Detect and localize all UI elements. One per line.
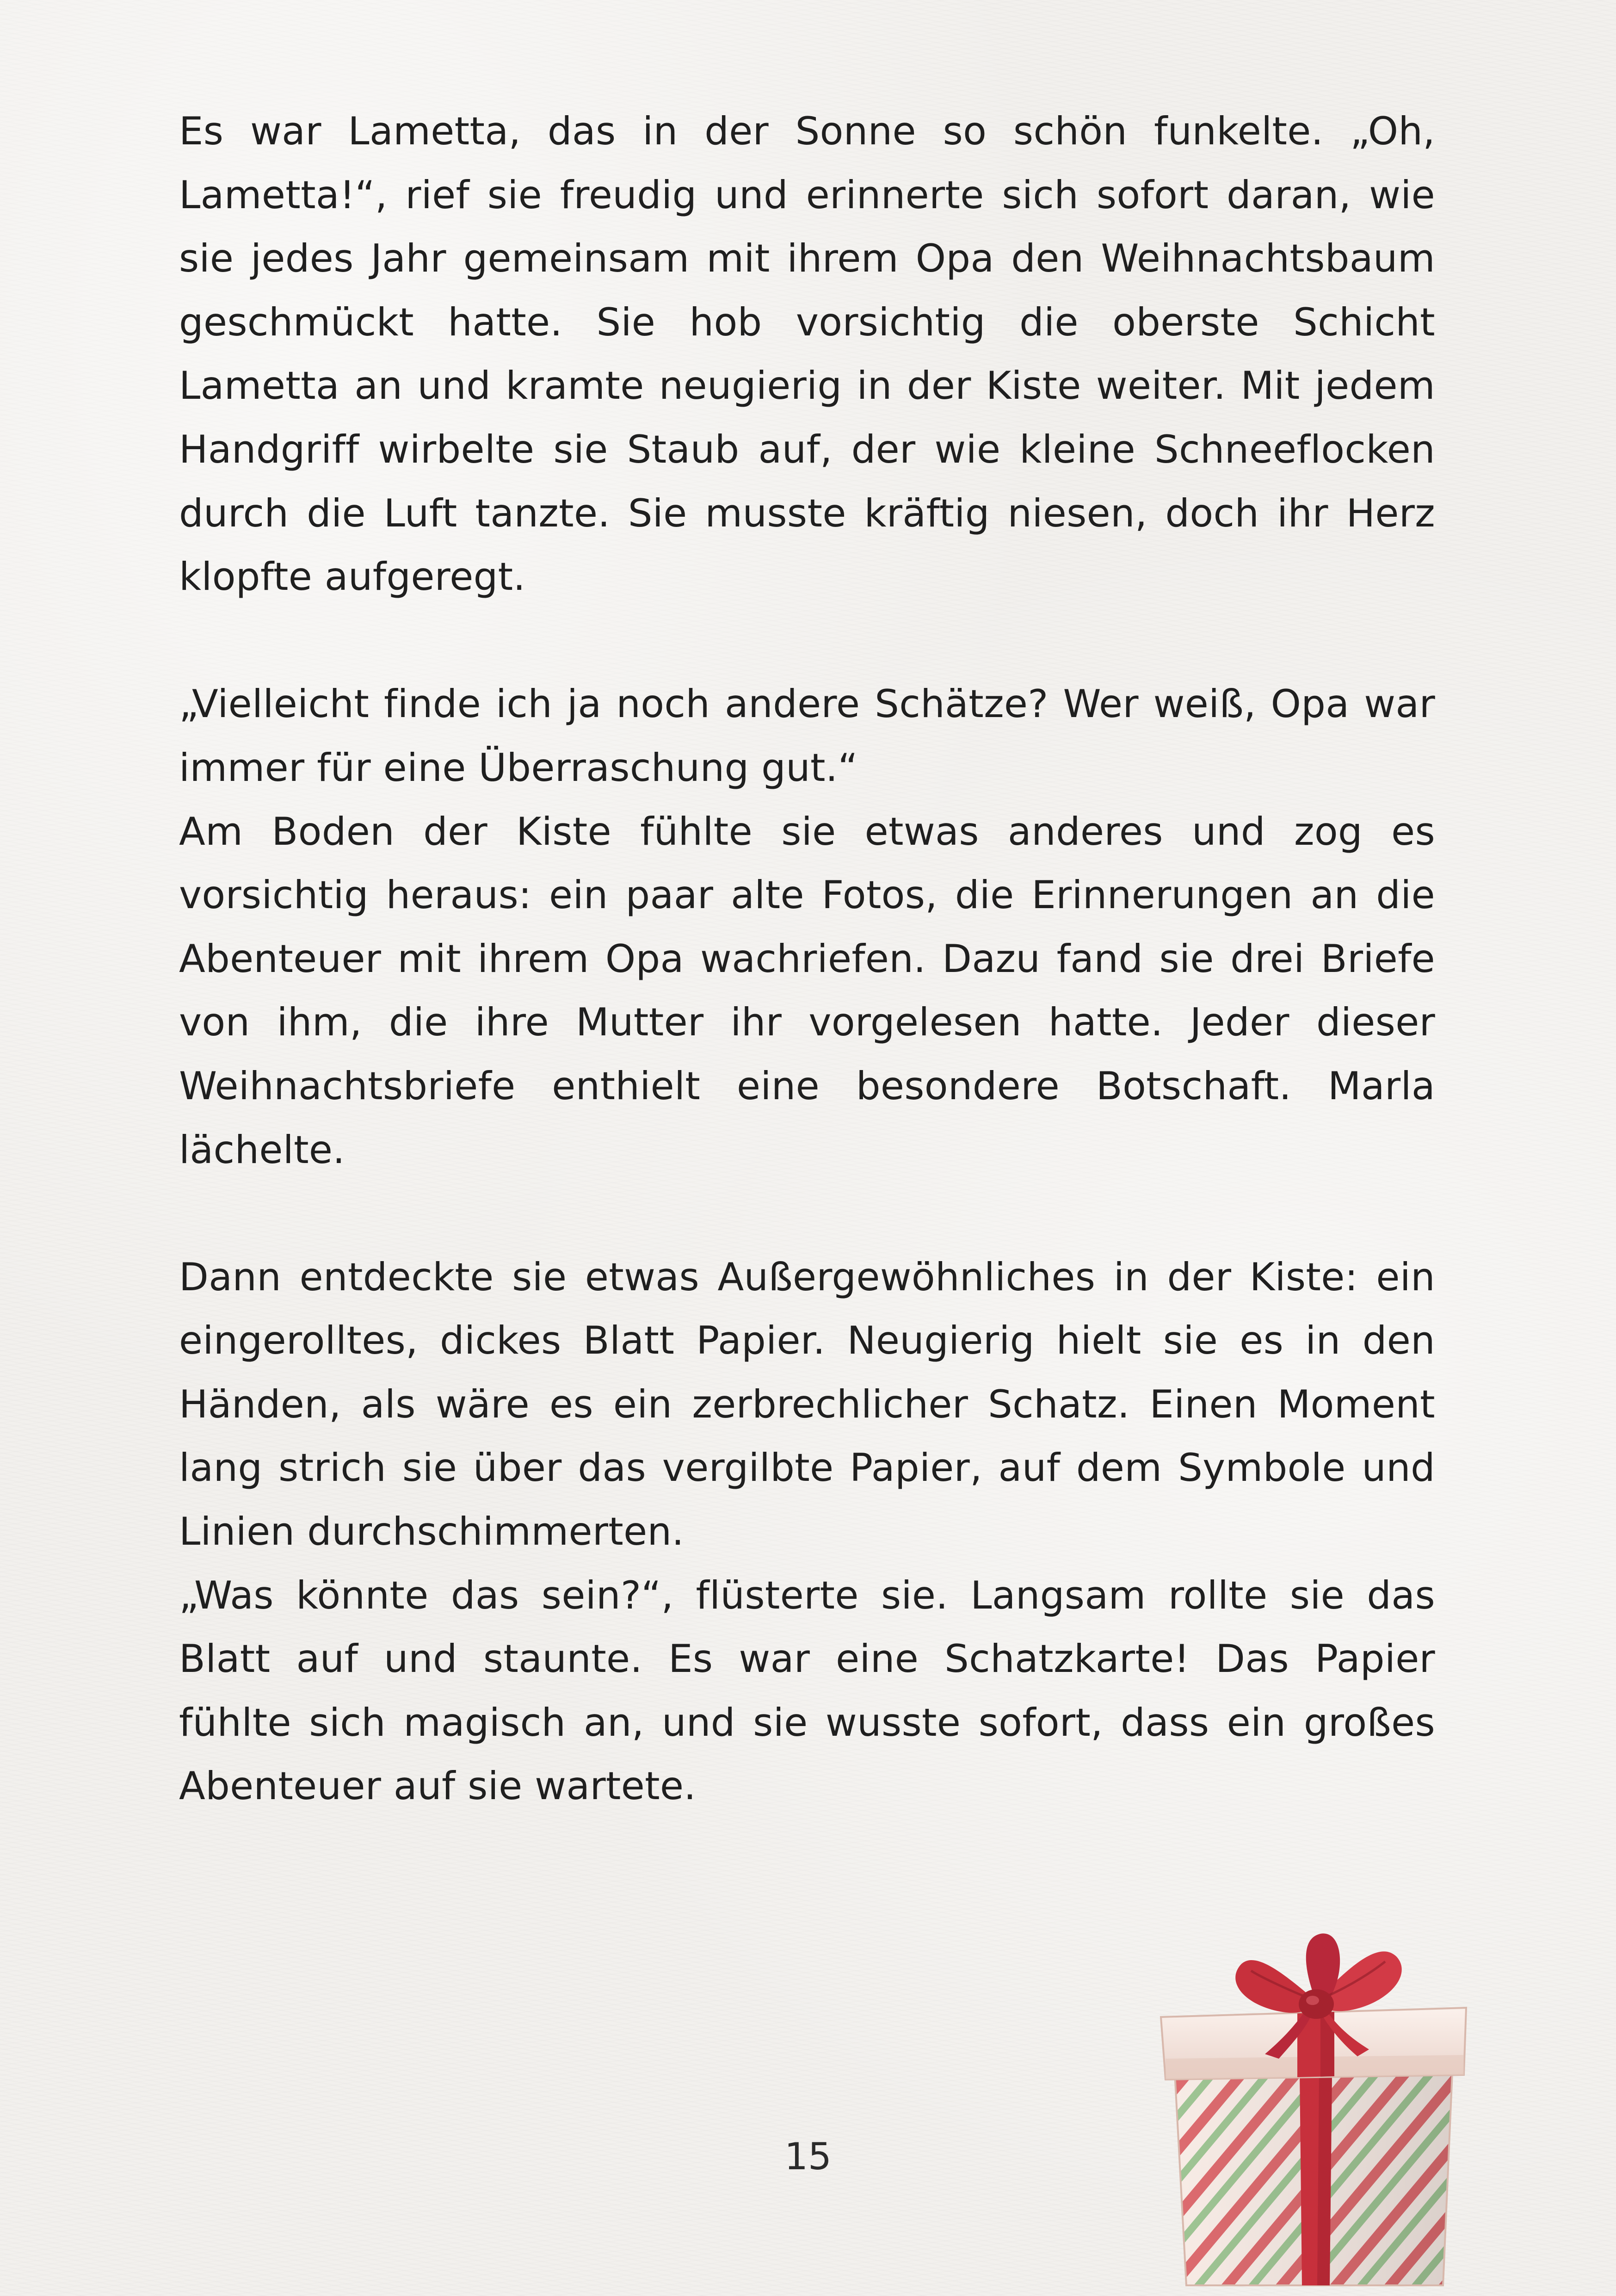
paragraph-spacer: [179, 609, 1435, 673]
gift-box-icon: [1147, 1920, 1480, 2290]
paragraph-rolled-paper: Dann entdeckte sie etwas Außergewöhnliches in der Kiste: ein eingerolltes, dickes Blatt Papier. Neugierig hielt sie es in den Händen, als wäre es ein zerbrechlicher Schatz. Einen Moment lang strich sie über das vergilbte Papier, auf dem Symbole und Linien durchschimmerten.: [179, 1254, 1435, 1554]
story-text: [179, 99, 1435, 1818]
paragraph-spacer: [179, 1182, 1435, 1245]
paragraph-treasure-map: „Was könnte das sein?“, flüsterte sie. Langsam rollte sie das Blatt auf und staunte. Es war eine Schatzkarte! Das Papier fühlte sich magisch an, und sie wusste sofort, dass ein großes Abenteuer auf sie wartete.: [179, 1572, 1435, 1809]
page-number: 15: [784, 2135, 832, 2178]
paragraph-photos-letters: Am Boden der Kiste fühlte sie etwas anderes und zog es vorsichtig heraus: ein paar alte Fotos, die Erinnerungen an die Abenteuer mit ihrem Opa wachriefen. Dazu fand sie drei Briefe von ihm, die ihre Mutter ihr vorgelesen hatte. Jeder dieser Weihnachtsbriefe enthielt eine besondere Botschaft. Marla lächelte.: [179, 809, 1435, 1172]
paragraph-quote-treasures: „Vielleicht finde ich ja noch andere Schätze? Wer weiß, Opa war immer für eine Überraschung gut.“: [179, 681, 1435, 790]
paragraph-lametta: Es war Lametta, das in der Sonne so schön funkelte. „Oh, Lametta!“, rief sie freudig und erinnerte sich sofort daran, wie sie jedes Jahr gemeinsam mit ihrem Opa den Weihnachtsbaum geschmückt hatte. Sie hob vorsichtig die oberste Schicht Lametta an und kramte neugierig in der Kiste weiter. Mit jedem Handgriff wirbelte sie Staub auf, der wie kleine Schneeflocken durch die Luft tanzte. Sie musste kräftig niesen, doch ihr Herz klopfte aufgeregt.: [179, 109, 1435, 600]
